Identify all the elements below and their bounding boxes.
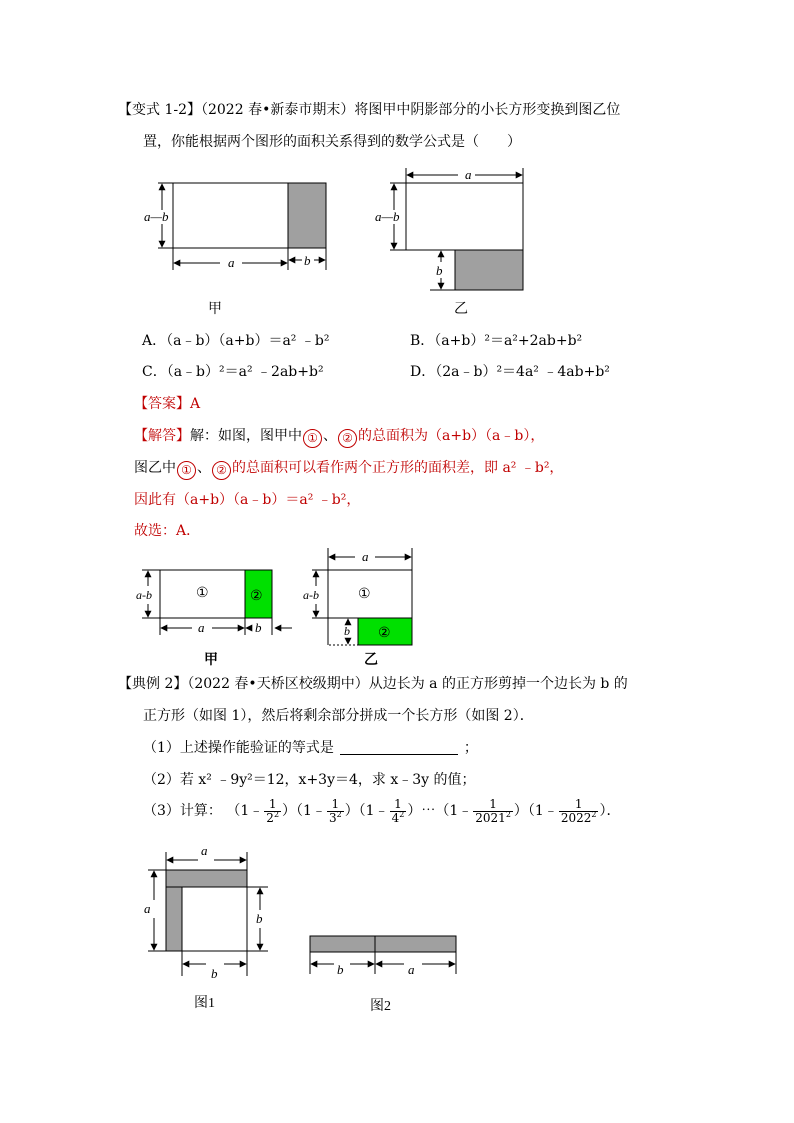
question-title-line2: 置，你能根据两个图形的面积关系得到的数学公式是（ ）: [143, 134, 521, 150]
jia2-circle-two: ②: [250, 589, 263, 604]
answer-line: [134, 394, 200, 414]
fraction: $\frac{1}{2021^2}$: [475, 796, 511, 825]
circle-two: ②: [338, 429, 357, 448]
yi2-circle-one: ①: [358, 587, 371, 602]
answer-value: A: [190, 396, 201, 412]
fig1-b-bottom: b: [211, 966, 218, 981]
solution-line4: 故选：A．: [134, 523, 201, 539]
figure-jia-yi: [130, 160, 550, 320]
answer-tag: 【答案】: [134, 396, 190, 412]
yi-caption: 乙: [454, 302, 468, 317]
yi-shaded-rect: [455, 250, 523, 290]
fig2-caption: 图2: [370, 999, 391, 1014]
fraction: $\frac{1}{4^2}$: [391, 796, 405, 825]
yi2-caption: 乙: [364, 653, 378, 668]
fig2-shade-left: [310, 936, 375, 952]
fig1-b-right: b: [256, 911, 263, 926]
fig1-a-left: a: [144, 901, 151, 916]
yi2-circle-two: ②: [378, 626, 391, 641]
circle-one: ①: [303, 429, 322, 448]
jia-a-label: a: [228, 255, 235, 270]
jia2-amb-label: a-b: [136, 588, 152, 602]
circle-one: ①: [177, 461, 196, 480]
yi-white-rect: [406, 183, 523, 250]
fig1-shade-left: [166, 887, 182, 951]
option-b: B．（a+b）²＝a²+2ab+b²: [410, 333, 583, 349]
solution-line3: 因此有（a+b）（a﹣b）＝a² ﹣b²，: [134, 492, 361, 508]
fraction: $\frac{1}{2022^2}$: [560, 796, 597, 825]
fig1-shade-top: [166, 870, 247, 887]
fraction: $\frac{1}{2^2}$: [266, 796, 280, 825]
yi-b-label: b: [436, 263, 443, 278]
example2-line2: 正方形（如图 1），然后将剩余部分拼成一个长方形（如图 2）．: [143, 708, 534, 724]
answer-blank[interactable]: [340, 740, 458, 755]
jia2-caption: 甲: [204, 653, 218, 668]
fig1-a-top: a: [201, 843, 208, 858]
fraction: $\frac{1}{3^2}$: [328, 796, 342, 825]
example2-part3: （3）计算： （1﹣ $\frac{1}{2^2}$ ）（1﹣ $\frac{1}{3^2}$ ）（1﹣ $\frac{1}{4^2}$ ）⋯（1﹣ $\frac{1}{2021^2}$ ）（1﹣ $\frac{1}{2022^2}$ ）．: [143, 796, 621, 825]
fig2-a-label: a: [408, 962, 415, 977]
yi-amb-label: a—b: [375, 209, 400, 224]
jia2-b-label: b: [255, 620, 262, 635]
yi2-b-label: b: [344, 624, 350, 638]
fig1-caption: 图1: [194, 996, 215, 1011]
jia2-circle-one: ①: [196, 586, 209, 601]
jia-shaded-rect: [288, 183, 326, 248]
jia-white-rect: [173, 183, 288, 248]
option-d: D．（2a﹣b）²＝4a² ﹣4ab+b²: [410, 364, 610, 380]
jia-b-label: b: [304, 253, 311, 268]
jia2-a-label: a: [198, 620, 205, 635]
option-c: C．（a﹣b）²＝a² ﹣2ab+b²: [142, 364, 324, 380]
yi2-a-label: a: [362, 549, 369, 564]
option-a: A．（a﹣b）（a+b）＝a² ﹣b²: [142, 333, 330, 349]
example2-part2: （2）若 x² ﹣9y²＝12，x+3y＝4，求 x﹣3y 的值；: [143, 772, 476, 788]
solution-line1: 【解答】解：如图，图甲中 ① 、 ② 的总面积为（a+b）（a﹣b），: [134, 426, 544, 448]
solution-line2: 图乙中 ① 、 ② 的总面积可以看作两个正方形的面积差，即 a² ﹣b²，: [134, 458, 563, 480]
question-title-line1: 【变式 1-2】（2022 春•新泰市期末）将图甲中阴影部分的小长方形变换到图乙位: [118, 102, 621, 118]
example2-line1: 【典例 2】（2022 春•天桥区校级期中）从边长为 a 的正方形剪掉一个边长为 b 的: [118, 676, 628, 692]
example2-part1: （1）上述操作能验证的等式是 ；: [143, 740, 478, 756]
figure-1-2: [140, 838, 470, 1018]
solution-tag: 【解答】: [134, 428, 190, 444]
circle-two: ②: [212, 461, 231, 480]
fig2-shade-right: [375, 936, 456, 952]
fig2-b-label: b: [337, 962, 344, 977]
yi2-amb-label: a-b: [303, 588, 319, 602]
yi-a-label: a: [465, 167, 472, 182]
jia-caption: 甲: [208, 302, 222, 317]
figure-solution: [130, 540, 430, 670]
jia-amb-label: a—b: [144, 209, 169, 224]
